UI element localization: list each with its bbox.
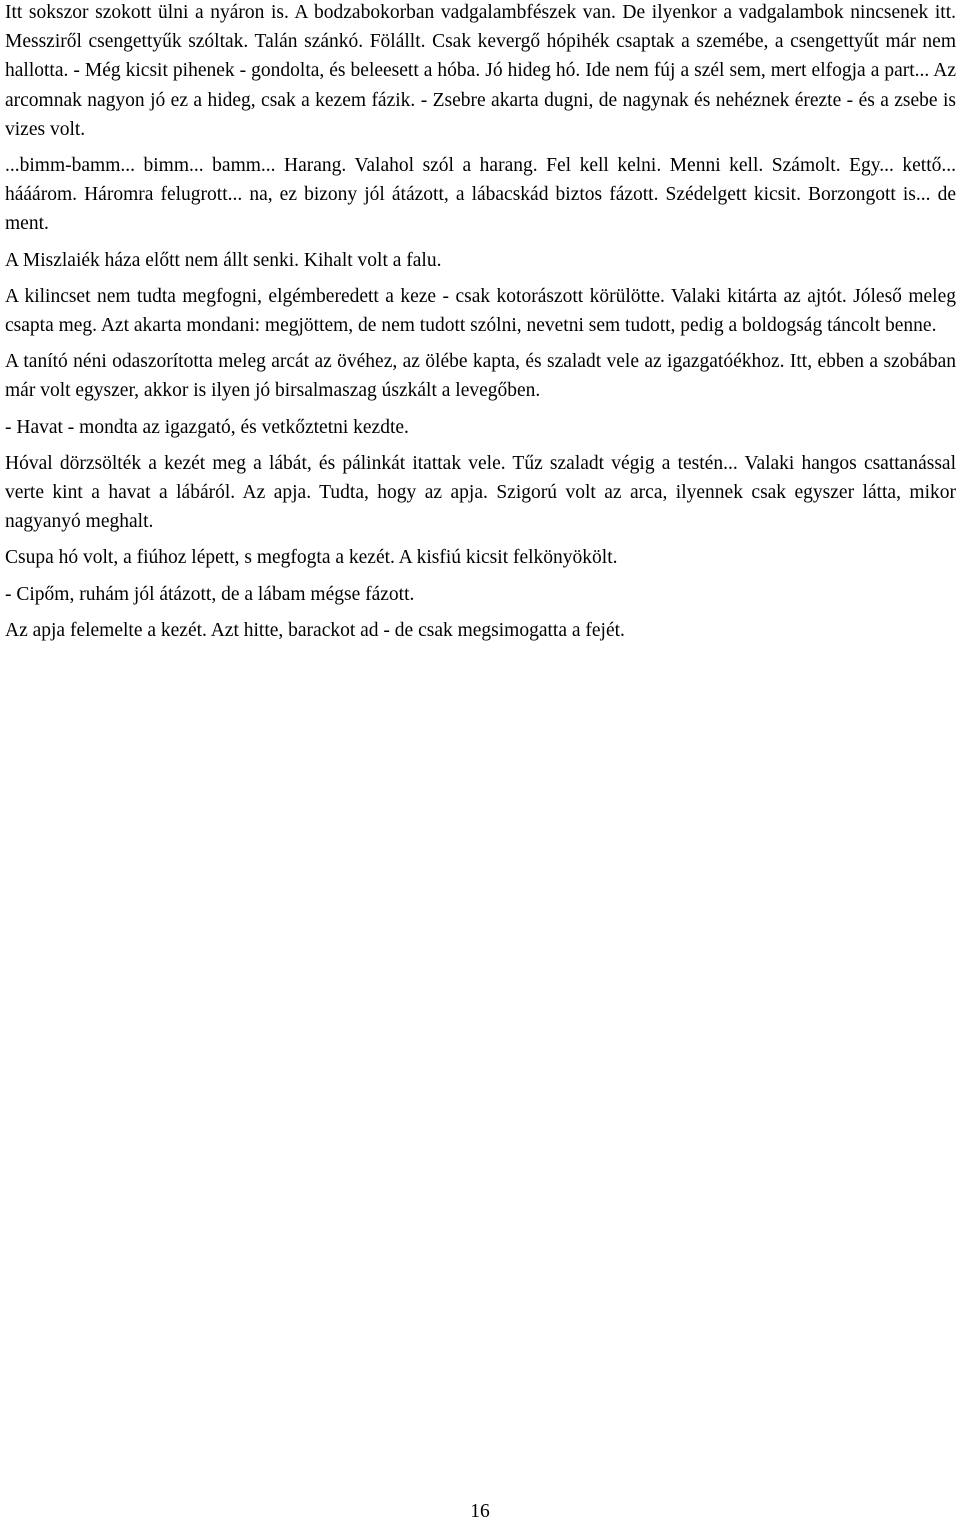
paragraph: Hóval dörzsölték a kezét meg a lábát, és pálinkát itattak vele. Tűz szaladt végig a testén... Valaki hangos csattanással verte kint a havat a lábáról. Az apja. Tudta, hogy az apja. Szigorú volt az arca, ilyennek csak egyszer látta, mikor nagyanyó meghalt. <box>5 452 956 533</box>
paragraph: ...bimm-bamm... bimm... bamm... Harang. Valahol szól a harang. Fel kell kelni. Menni kell. Számolt. Egy... kettő... hááárom. Háromra felugrott... na, ez bizony jól átázott, a lábacskád biztos fázott. Szédelgett kicsit. Borzongott is... de ment. <box>5 155 956 235</box>
paragraph: Itt sokszor szokott ülni a nyáron is. A bodzabokorban vadgalambfészek van. De ilyenkor a vadgalambok nincsenek itt. Messziről csengettyűk szóltak. Talán szánkó. Fölállt. Csak kevergő hópihék csaptak a szemébe, a csengettyűt már nem hallotta. - Még kicsit pihenek - gondolta, és beleesett a hóba. Jó hideg hó. Ide nem fúj a szél sem, mert elfogja a part... Az arcomnak nagyon jó ez a hideg, csak a kezem fázik. - Zsebre akarta dugni, de nagynak és nehéznek érezte - és a zsebe is vizes volt. <box>5 2 956 140</box>
paragraph: A kilincset nem tudta megfogni, elgémberedett a keze - csak kotorászott körülötte. Valaki kitárta az ajtót. Jóleső meleg csapta meg. Azt akarta mondani: megjöttem, de nem tudott szólni, nevetni sem tudott, pedig a boldogság táncolt benne. <box>5 285 956 337</box>
paragraph: A tanító néni odaszorította meleg arcát az övéhez, az ölébe kapta, és szaladt vele az igazgatóékhoz. Itt, ebben a szobában már volt egyszer, akkor is ilyen jó birsalmaszag úszkált a levegőben. <box>5 351 956 402</box>
paragraph: Az apja felemelte a kezét. Azt hitte, barackot ad - de csak megsimogatta a fejét. <box>5 619 625 641</box>
paragraph: A Miszlaiék háza előtt nem állt senki. Kihalt volt a falu. <box>5 249 442 271</box>
paragraph: - Havat - mondta az igazgató, és vetkőztetni kezdte. <box>5 416 409 438</box>
page-number: 16 <box>470 1501 490 1522</box>
body-text <box>5 0 956 652</box>
paragraph: Csupa hó volt, a fiúhoz lépett, s megfogta a kezét. A kisfiú kicsit felkönyökölt. <box>5 547 618 569</box>
paragraph: - Cipőm, ruhám jól átázott, de a lábam mégse fázott. <box>5 583 415 605</box>
